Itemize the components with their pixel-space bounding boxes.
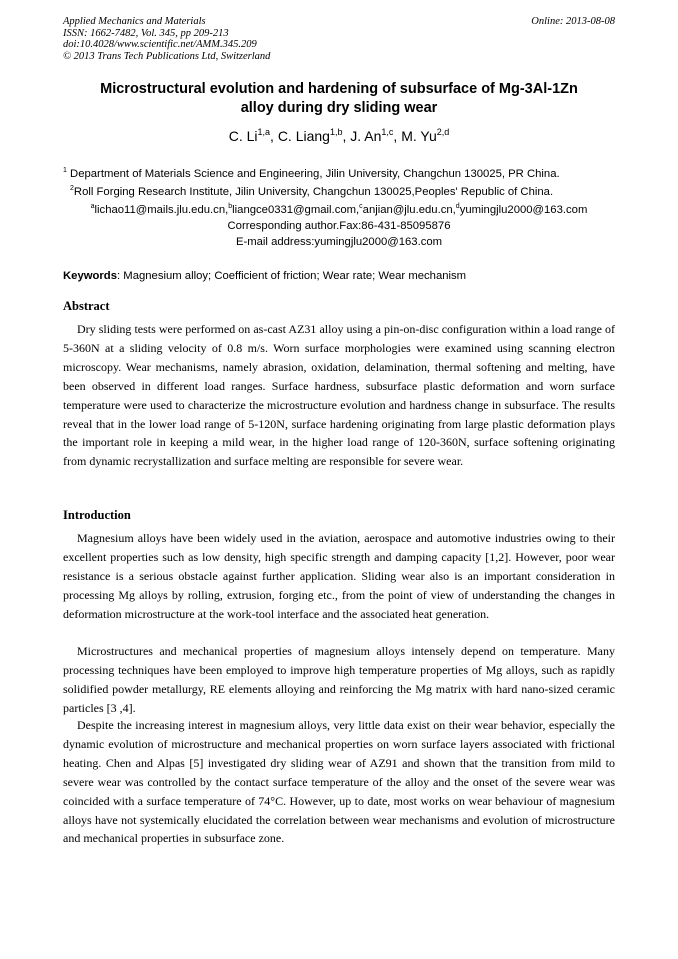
issn-line: ISSN: 1662-7482, Vol. 345, pp 209-213 [63,27,229,39]
author: M. Yu$^{2,d}$ [401,127,450,144]
doi-line: doi:10.4028/www.scientific.net/AMM.345.209 [63,39,257,50]
title-line-1: Microstructural evolution and hardening of subsurface of Mg-3Al-1Zn [100,81,578,97]
journal-name: Applied Mechanics and Materials [63,16,206,27]
author-list [0,128,678,144]
email-address: E-mail address:yumingjlu2000@163.com [235,236,443,248]
intro-paragraph-1: Magnesium alloys have been widely used in the aviation, aerospace and automotive industries owing to their excellent properties such as low density, high specific strength and damping capacity [1,2]. However, poor wear resistance is a serious obstacle against further application. Sliding wear also is an important consideration in processing Mg alloys by rolling, extrusion, forging etc., from the point of view of understanding the changes in deformation microstructure at the work-tool interface and the associated heat generation. [63,531,615,621]
online-date: Online: 2013-08-08 [531,16,615,27]
journal-header [63,16,270,62]
abstract-text: Dry sliding tests were performed on as-cast AZ31 alloy using a pin-on-disc configuration within a load range of 5-360N at a sliding velocity of 0.8 m/s. Worn surface morphologies were examined using scanning electron microscopy. Wear mechanisms, namely abrasion, oxidation, delamination, thermal softening and melting, have been observed in different load ranges. Surface hardness, subsurface plastic deformation and worn surface temperature were used to characterize the microstructure evolution and hardness change in subsurface. The results reveal that in the lower load range of 5-120N, surface hardening originating from large plastic deformation plays the important role in keeping a mild wear, in the higher load range of 120-360N, surface softening originating from dynamic recrystallization and surface melting are responsible for severe wear. [63,322,615,469]
author: J. An$^{1,c}$, [350,127,402,144]
keywords-line [63,270,466,282]
keywords-text: : Magnesium alloy; Coefficient of friction; Wear rate; Wear mechanism [117,270,467,282]
author: C. Liang$^{1,b}$, [277,127,351,144]
paper-title [40,80,638,118]
copyright-line: © 2013 Trans Tech Publications Ltd, Switzerland [63,50,271,62]
introduction-heading: Introduction [63,508,131,522]
intro-paragraph-2: Microstructures and mechanical properties of magnesium alloys intensely depend on temperature. Many processing techniques have been employed to improve high temperature properties of Mg alloys, such as rapidly solidified powder metallurgy, RE elements alloying and reinforcing the Mg matrix with hard nano-sized ceramic particles [3 ,4]. [63,644,615,715]
corresponding-author: Corresponding author.Fax:86-431-85095876 [227,220,451,232]
abstract-heading: Abstract [63,299,110,313]
author: C. Li$^{1,a}$, [228,127,278,144]
title-line-2: alloy during dry sliding wear [240,100,438,116]
affiliation-2: $^2$Roll Forging Research Institute, Jilin University, Changchun 130025,Peoples' Republic of China. [70,185,554,198]
affiliation-1: $^1$ Department of Materials Science and Engineering, Jilin University, Changchun 130025, PR China. [63,167,560,180]
email-list: $^a$lichao11@mails.jlu.edu.cn,$^b$liangce0331@gmail.com,$^c$anjian@jlu.edu.cn,$^d$yumingjlu2000@163.com [90,203,588,216]
keywords-label: Keywords [63,270,117,282]
intro-paragraph-3: Despite the increasing interest in magnesium alloys, very little data exist on their wear behavior, especially the dynamic evolution of microstructure and mechanical properties on worn surface layers associated with frictional heating. Chen and Alpas [5] investigated dry sliding wear of AZ91 and shown that the transition from mild to severe wear was controlled by the contact surface temperature of the alloy and the onset of the severe wear was coincided with a surface temperature of 74°C. However, up to date, most works on wear behaviour of magnesium alloys have not systemically elucidated the correlation between wear mechanisms and evolution of microstructure and mechanical properties in subsurface zone. [63,718,615,846]
